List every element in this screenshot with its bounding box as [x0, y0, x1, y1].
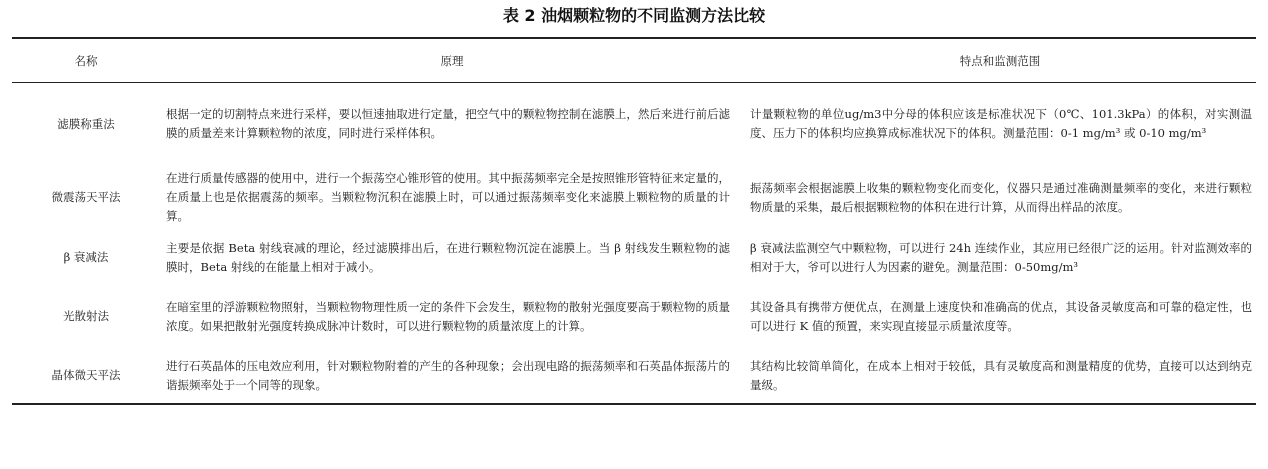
method-feature: 其设备具有携带方便优点，在测量上速度快和准确高的优点，其设备灵敏度高和可靠的稳定性，也可以进行 K 值的预置，来实现直接显示质量浓度等。	[750, 299, 1252, 333]
table-caption: 表 2 油烟颗粒物的不同监测方法比较	[502, 6, 766, 25]
method-name: 晶体微天平法	[12, 348, 160, 404]
method-feature: 其结构比较简单简化，在成本上相对于较低，具有灵敏度高和测量精度的优势，直接可以达到纳克量级。	[744, 348, 1256, 404]
method-name: 光散射法	[63, 309, 109, 323]
comparison-table	[12, 37, 1256, 405]
method-name: 微震荡天平法	[51, 190, 121, 204]
header-feature: 特点和监测范围	[744, 38, 1256, 83]
method-principle: 根据一定的切割特点来进行采样，要以恒速抽取进行定量，把空气中的颗粒物控制在滤膜上，然后来进行前后滤膜的质量差来计算颗粒物的浓度，同时进行采样体积。	[166, 107, 730, 140]
method-principle: 在暗室里的浮游颗粒物照射，当颗粒物物理性质一定的条件下会发生，颗粒物的散射光强度要高于颗粒物的质量浓度。如果把散射光强度转换成脉冲计数时，可以进行颗粒物的质量浓度上的计算。	[166, 299, 730, 333]
table-row	[12, 230, 1256, 285]
method-principle: 在进行质量传感器的使用中，进行一个振荡空心锥形管的使用。其中振荡频率完全是按照锥形管特征来定量的，在质量上也是依据震荡的频率。当颗粒物沉积在滤膜上时，可以通过振荡频率变化来滤膜上颗粒物的质量的计算。	[166, 171, 730, 223]
header-name: 名称	[12, 38, 160, 83]
method-name: 滤膜称重法	[57, 116, 115, 131]
method-feature: β 衰减法监测空气中颗粒物，可以进行 24h 连续作业，其应用已经很广泛的运用。针对监测效率的相对于大，爷可以进行人为因素的避免。测量范围：0-50mg/m³	[750, 240, 1252, 274]
table-row	[12, 348, 1256, 404]
header-row	[12, 38, 1256, 83]
method-principle: 进行石英晶体的压电效应利用，针对颗粒物附着的产生的各种现象；会出现电路的振荡频率和石英晶体振荡片的谐振频率处于一个同等的现象。	[160, 348, 744, 404]
table-row	[12, 165, 1256, 230]
method-feature: 计量颗粒物的单位ug/m3中分母的体积应该是标准状况下（0℃、101.3kPa）的体积，对实测温度、压力下的体积均应换算成标准状况下的体积。测量范围：0-1 mg/m³ 或 0-10 mg/m³	[750, 107, 1252, 140]
table-row	[12, 285, 1256, 348]
method-name: β 衰减法	[63, 250, 109, 264]
method-principle: 主要是依据 Beta 射线衰减的理论，经过滤膜排出后，在进行颗粒物沉淀在滤膜上。当 β 射线发生颗粒物的滤膜时，Beta 射线的在能量上相对于减小。	[166, 240, 730, 274]
header-principle: 原理	[160, 38, 744, 83]
method-feature: 振荡频率会根据滤膜上收集的颗粒物变化而变化，仪器只是通过准确测量频率的变化，来进行颗粒物质量的采集，最后根据颗粒物的体积在进行计算，从而得出样品的浓度。	[750, 180, 1252, 214]
table-row	[12, 83, 1256, 166]
